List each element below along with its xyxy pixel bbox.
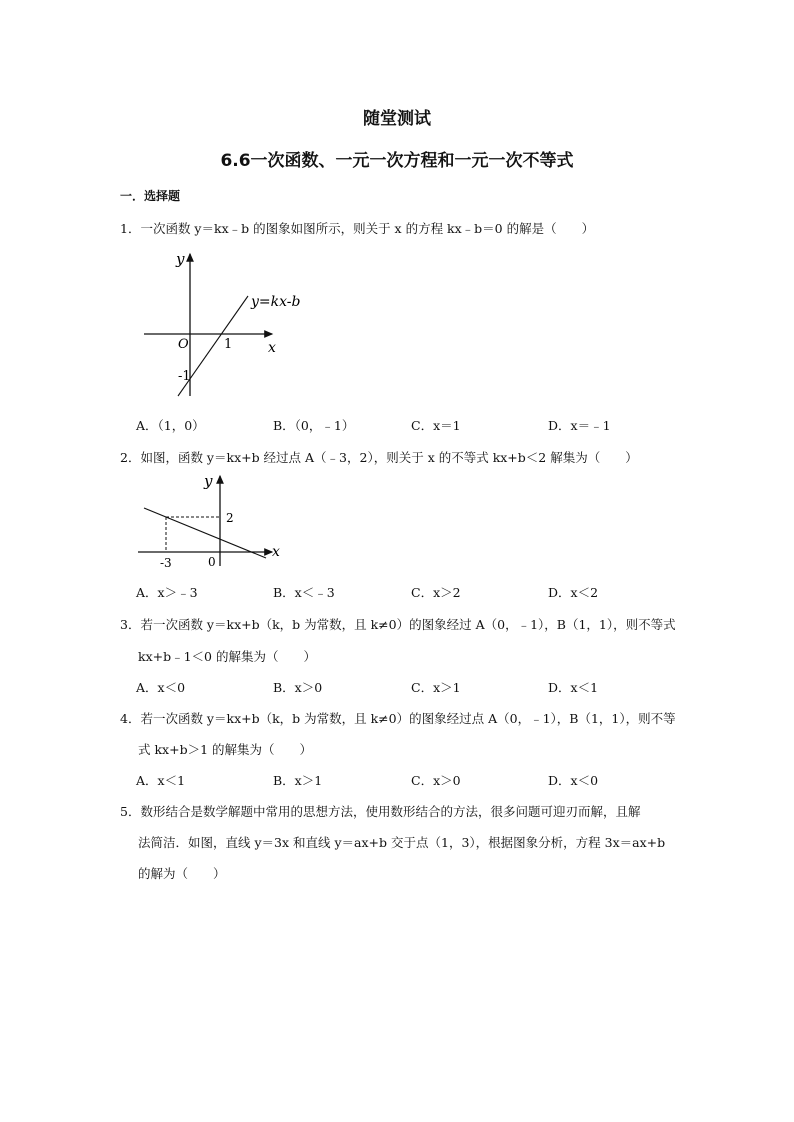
q2-option-c[interactable]: C．x＞2 <box>411 585 461 600</box>
q2-option-d[interactable]: D．x＜2 <box>548 585 599 600</box>
q1-option-a[interactable]: A．（1，0） <box>136 418 205 433</box>
q3-option-d[interactable]: D．x＜1 <box>548 680 599 695</box>
q1-option-b[interactable]: B．（0，﹣1） <box>273 418 355 433</box>
q2-y-tick-label: 2 <box>226 511 234 525</box>
q1-y-tick-label: -1 <box>178 369 191 384</box>
q1-line-label: y=kx-b <box>251 294 300 310</box>
question-5-stem-line-1: 5．数形结合是数学解题中常用的思想方法，使用数形结合的方法，很多问题可迎刃而解，且解 <box>120 804 641 819</box>
q2-function-line <box>144 508 266 558</box>
q3-option-c[interactable]: C．x＞1 <box>411 680 461 695</box>
question-5-stem-line-3: 的解为（ ） <box>138 866 226 881</box>
q2-x-label: x <box>272 544 280 560</box>
q3-option-b[interactable]: B．x＞0 <box>273 680 323 695</box>
q1-y-label: y <box>176 250 185 268</box>
q2-option-a[interactable]: A．x＞﹣3 <box>136 585 198 600</box>
question-2-graph <box>138 472 288 572</box>
q1-option-d[interactable]: D．x＝﹣1 <box>548 418 611 433</box>
q1-option-c[interactable]: C．x＝1 <box>411 418 461 433</box>
q1-x-label: x <box>268 340 276 356</box>
q2-y-label: y <box>204 472 213 490</box>
q3-option-a[interactable]: A．x＜0 <box>136 680 186 695</box>
document-subtitle: 6.6一次函数、一元一次方程和一元一次不等式 <box>220 151 574 171</box>
question-3-stem-line-1: 3．若一次函数 y＝kx+b（k，b 为常数，且 k≠0）的图象经过 A（0，﹣1），B（1，1），则不等式 <box>120 617 676 632</box>
document-title: 随堂测试 <box>363 109 431 129</box>
section-heading: 一．选择题 <box>120 189 181 203</box>
q4-option-a[interactable]: A．x＜1 <box>136 773 186 788</box>
question-3-stem-line-2: kx+b﹣1＜0 的解集为（ ） <box>138 649 316 664</box>
question-2-stem: 2．如图，函数 y＝kx+b 经过点 A（﹣3，2），则关于 x 的不等式 kx+b＜2 解集为（ ） <box>120 450 638 465</box>
q4-option-c[interactable]: C．x＞0 <box>411 773 461 788</box>
question-5-stem-line-2: 法简洁．如图，直线 y＝3x 和直线 y＝ax+b 交于点（1，3），根据图象分析，方程 3x＝ax+b <box>138 835 666 850</box>
q1-origin-label: O <box>178 337 189 352</box>
question-1-stem: 1．一次函数 y＝kx﹣b 的图象如图所示，则关于 x 的方程 kx﹣b＝0 的解是（ ） <box>120 221 595 236</box>
q4-option-b[interactable]: B．x＞1 <box>273 773 323 788</box>
q2-origin-label: 0 <box>208 555 216 569</box>
q4-option-d[interactable]: D．x＜0 <box>548 773 599 788</box>
question-4-stem-line-2: 式 kx+b＞1 的解集为（ ） <box>138 742 312 757</box>
q1-x-tick-label: 1 <box>224 337 233 352</box>
q2-option-b[interactable]: B．x＜﹣3 <box>273 585 335 600</box>
question-1-graph <box>140 248 300 404</box>
q2-x-tick-label: -3 <box>160 556 172 570</box>
question-4-stem-line-1: 4．若一次函数 y＝kx+b（k，b 为常数，且 k≠0）的图象经过点 A（0，﹣1），B（1，1），则不等 <box>120 711 676 726</box>
